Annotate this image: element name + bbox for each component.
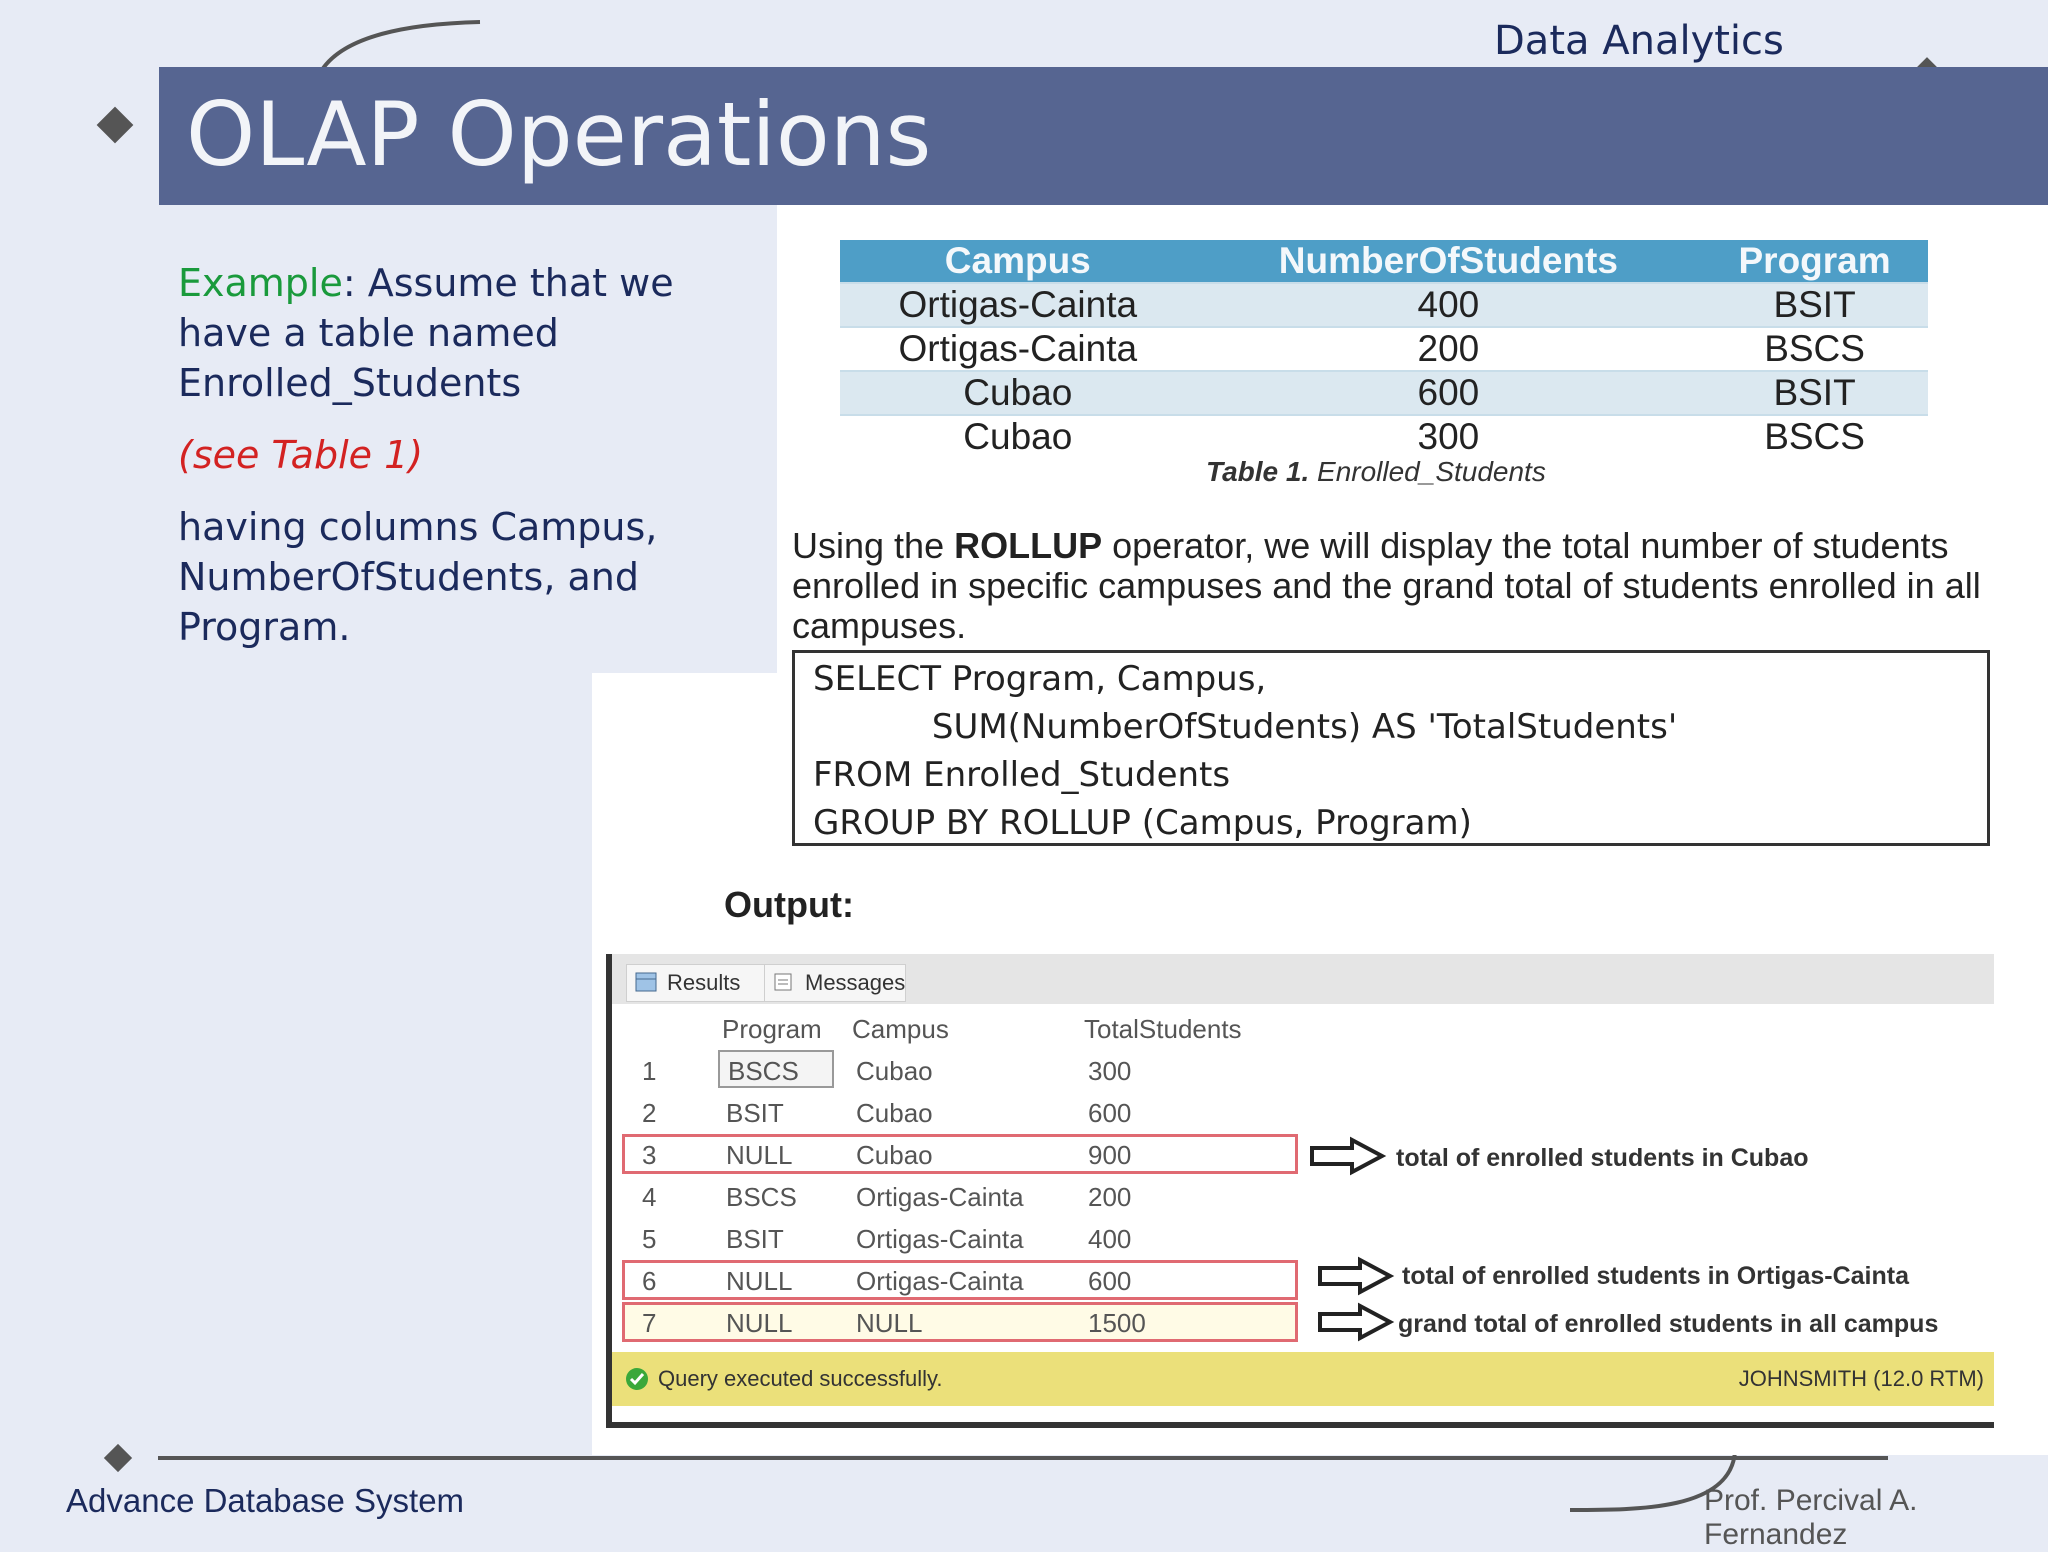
highlight-box-cubao [622,1134,1298,1174]
table1-caption-label: Table 1. [1206,456,1310,487]
row-number: 7 [642,1308,657,1338]
sql-line: SELECT Program, Campus, [813,659,1267,699]
annotation-cubao: total of enrolled students in Cubao [1396,1144,1809,1172]
row-number: 6 [642,1266,657,1296]
grid-cell[interactable]: 200 [1088,1182,1132,1212]
see-table-note: (see Table 1) [178,433,424,477]
grid-cell[interactable]: 600 [1088,1098,1132,1128]
grid-cell[interactable]: NULL [856,1308,923,1338]
grid-cell[interactable]: NULL [726,1266,793,1296]
grid-cell[interactable]: NULL [726,1140,793,1170]
arrow-right-icon [1308,1136,1388,1176]
footer-course: Advance Database System [66,1482,465,1519]
example-text: : Assume that we have a table named Enrolled_Students [178,261,674,405]
server-info: JOHNSMITH (12.0 RTM) [1738,1366,1984,1391]
table1-cell: 300 [1196,415,1702,458]
grid-cell[interactable]: BSIT [726,1224,784,1254]
example-label: Example [178,261,343,305]
table1-caption-text: Enrolled_Students [1309,456,1546,487]
grid-cell[interactable]: 900 [1088,1140,1132,1170]
table1-header-students: NumberOfStudents [1196,240,1702,283]
output-label: Output: [724,884,854,925]
table1-cell: BSIT [1701,283,1928,327]
grid-cell[interactable]: NULL [726,1308,793,1338]
table1-cell: Cubao [840,371,1196,415]
tab-messages-label: Messages [805,970,906,995]
example-paragraph [178,258,768,408]
tab-results-label: Results [667,970,741,995]
table1-cell: 400 [1196,283,1702,327]
sql-line: FROM Enrolled_Students [813,755,1231,795]
grid-cell[interactable]: Cubao [856,1056,933,1086]
grid-cell[interactable]: 1500 [1088,1308,1146,1338]
row-number: 1 [642,1056,657,1086]
rollup-text-before: Using the [792,525,955,566]
footer-instructor: Prof. Percival A. Fernandez [1704,1484,1918,1551]
table1-header-row [840,240,1928,283]
row-number: 4 [642,1182,657,1212]
tab-results[interactable] [626,964,768,1002]
tab-messages[interactable] [764,964,906,1002]
table1-cell: 600 [1196,371,1702,415]
enrolled-students-table [840,240,1928,458]
columns-text: having columns Campus, NumberOfStudents, and Program. [178,505,658,649]
table1-cell: 200 [1196,327,1702,371]
grid-cell[interactable]: Cubao [856,1098,933,1128]
query-results-panel [606,954,1994,1428]
table1-header-program: Program [1701,240,1928,283]
rollup-keyword: ROLLUP [954,525,1103,566]
table1-cell: Ortigas-Cainta [840,327,1196,371]
grid-cell[interactable]: Ortigas-Cainta [856,1182,1024,1212]
footer-divider [158,1456,1888,1460]
row-number: 2 [642,1098,657,1128]
arrow-right-icon [1316,1302,1396,1342]
highlight-box-grand-total [622,1302,1298,1342]
slide-title: OLAP Operations [186,83,932,186]
grid-cell[interactable]: Ortigas-Cainta [856,1224,1024,1254]
table1-cell: BSCS [1701,327,1928,371]
table1-header-campus: Campus [840,240,1196,283]
table1-row [840,371,1928,415]
table1-row [840,415,1928,458]
grid-cell[interactable]: 400 [1088,1224,1132,1254]
left-description [178,258,768,674]
grid-cell[interactable]: 600 [1088,1266,1132,1296]
success-check-icon [624,1366,650,1392]
sql-line: SUM(NumberOfStudents) AS 'TotalStudents' [813,707,1678,747]
grid-cell-selected[interactable]: BSCS [718,1050,834,1088]
table1-caption [1206,456,1546,488]
column-header-program[interactable]: Program [722,1014,822,1044]
arrow-right-icon [1316,1256,1396,1296]
sql-line: GROUP BY ROLLUP (Campus, Program) [813,803,1472,843]
grid-cell[interactable]: 300 [1088,1056,1132,1086]
grid-cell[interactable]: Cubao [856,1140,933,1170]
table1-cell: BSIT [1701,371,1928,415]
annotation-ortigas: total of enrolled students in Ortigas-Cainta [1402,1262,1909,1290]
column-header-totalstudents[interactable]: TotalStudents [1084,1014,1242,1044]
course-header: Data Analytics [1494,18,1784,64]
rollup-description [792,526,1992,646]
table1-cell: Ortigas-Cainta [840,283,1196,327]
results-tab-bar [612,954,1994,1004]
diamond-bullet-footer [104,1444,132,1472]
status-bar [612,1352,1994,1406]
diamond-bullet-title [97,107,134,144]
table1-row [840,327,1928,371]
rollup-text-after: operator, we will display the total number of students enrolled in specific campuses and the grand total of students enrolled in all campuses. [792,525,1981,646]
table1-row [840,283,1928,327]
row-number: 5 [642,1224,657,1254]
table1-cell: Cubao [840,415,1196,458]
status-message: Query executed successfully. [658,1366,943,1391]
column-header-campus[interactable]: Campus [852,1014,949,1044]
grid-cell[interactable]: Ortigas-Cainta [856,1266,1024,1296]
grid-icon [635,972,657,992]
grid-cell[interactable]: BSIT [726,1098,784,1128]
sql-code-box [792,650,1990,846]
row-number: 3 [642,1140,657,1170]
grid-cell[interactable]: BSCS [726,1182,797,1212]
annotation-grand-total: grand total of enrolled students in all campus [1398,1310,1939,1338]
messages-icon [773,972,795,992]
table1-cell: BSCS [1701,415,1928,458]
